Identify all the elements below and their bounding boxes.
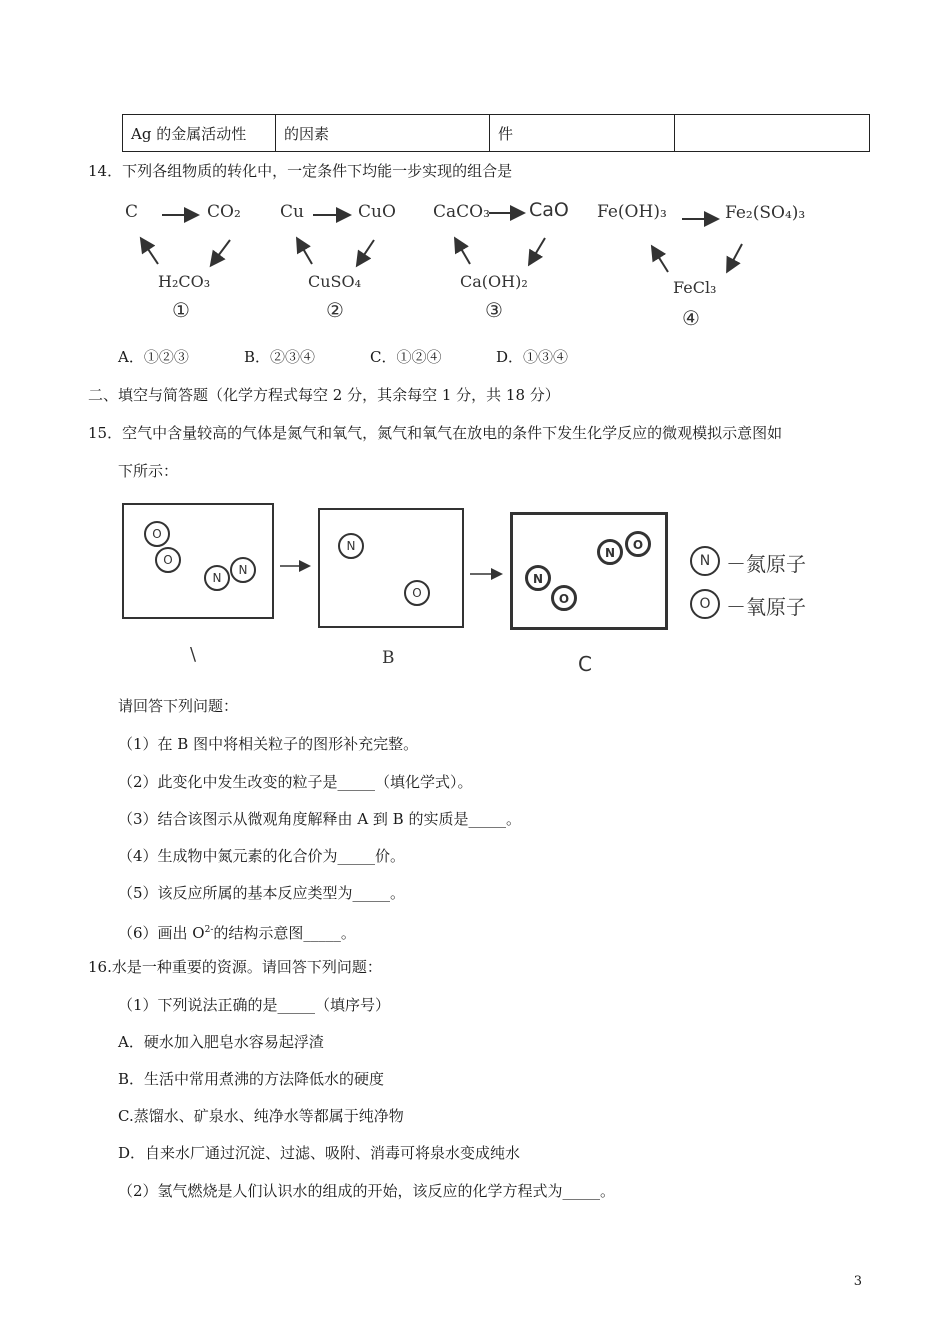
q14-arrows: [0, 0, 950, 340]
q15-item-2: （2）此变化中发生改变的粒子是_____（填化学式）。: [118, 773, 473, 791]
legend-oxygen-label: －氧原子: [726, 595, 806, 619]
nitrogen-atom: N: [204, 565, 230, 591]
q15-item-6: [118, 920, 356, 943]
q15-stem-line2: 下所示：: [118, 462, 179, 480]
oxygen-atom: O: [155, 547, 181, 573]
section-title: 二、填空与简答题（化学方程式每空 2 分，其余每空 1 分，共 18 分）: [88, 386, 560, 404]
oxygen-atom: O: [551, 585, 577, 611]
legend-nitrogen-label: －氮原子: [726, 552, 806, 576]
page-number: 3: [853, 1274, 862, 1289]
group2-top-right: CuO: [358, 202, 396, 222]
q14-option-c: C．①②④: [370, 348, 442, 366]
table-cell: Ag 的金属活动性: [123, 115, 276, 152]
q15-prompt: 请回答下列问题：: [118, 697, 239, 715]
q16-question-2: （2）氢气燃烧是人们认识水的组成的开始，该反应的化学方程式为_____。: [118, 1182, 616, 1200]
group3-top-left: CaCO₃: [433, 202, 490, 222]
q16-option-a: A．硬水加入肥皂水容易起浮渣: [118, 1033, 324, 1051]
group1-number: ①: [172, 298, 190, 322]
group3-top-right: CaO: [529, 199, 569, 221]
oxygen-atom: O: [625, 531, 651, 557]
q14-option-d: D．①③④: [496, 348, 569, 366]
q14-stem: 14．下列各组物质的转化中，一定条件下均能一步实现的组合是: [88, 162, 513, 180]
nitrogen-atom: N: [525, 565, 551, 591]
q15-item-6-post: 的结构示意图_____。: [213, 924, 356, 942]
q16-option-b: B．生活中常用煮沸的方法降低水的硬度: [118, 1070, 385, 1088]
table-cell: 的因素: [276, 115, 490, 152]
q15-item-6-pre: （6）画出 O: [118, 924, 205, 942]
label-b: B: [382, 648, 395, 668]
legend-oxygen-atom: O: [690, 589, 720, 619]
group2-top-left: Cu: [280, 202, 304, 222]
label-c: C: [578, 652, 592, 676]
q15-item-1: （1）在 B 图中将相关粒子的图形补充完整。: [118, 735, 419, 753]
q15-arrows: [0, 480, 950, 680]
nitrogen-atom: N: [597, 539, 623, 565]
group3-bottom: Ca(OH)₂: [460, 272, 528, 291]
q15-stem-line1: 15．空气中含量较高的气体是氮气和氧气，氮气和氧气在放电的条件下发生化学反应的微观模拟示意图如: [88, 424, 783, 442]
group4-top-left: Fe(OH)₃: [597, 202, 667, 222]
q15-item-5: （5）该反应所属的基本反应类型为_____。: [118, 884, 406, 902]
q16-stem: 16.水是一种重要的资源。请回答下列问题：: [88, 958, 382, 976]
label-a: \: [190, 644, 197, 665]
q15-item-6-sup: 2-: [204, 925, 214, 935]
group3-number: ③: [485, 298, 503, 322]
legend-nitrogen-atom: N: [690, 546, 720, 576]
q15-item-3: （3）结合该图示从微观角度解释由 A 到 B 的实质是_____。: [118, 810, 521, 828]
group2-number: ②: [326, 298, 344, 322]
oxygen-atom: O: [144, 521, 170, 547]
q14-option-a: A．①②③: [118, 348, 189, 366]
oxygen-atom: O: [404, 580, 430, 606]
q16-option-c: C.蒸馏水、矿泉水、纯净水等都属于纯净物: [118, 1107, 404, 1125]
group1-top-right: CO₂: [207, 202, 241, 222]
q14-option-b: B．②③④: [244, 348, 316, 366]
group4-number: ④: [682, 306, 700, 330]
group4-bottom: FeCl₃: [673, 278, 717, 297]
table-cell: 件: [490, 115, 675, 152]
group4-top-right: Fe₂(SO₄)₃: [725, 203, 806, 223]
nitrogen-atom: N: [338, 533, 364, 559]
q15-item-4: （4）生成物中氮元素的化合价为_____价。: [118, 847, 406, 865]
group2-bottom: CuSO₄: [308, 272, 362, 291]
q16-option-d: D．自来水厂通过沉淀、过滤、吸附、消毒可将泉水变成纯水: [118, 1144, 521, 1162]
nitrogen-atom: N: [230, 557, 256, 583]
q16-question-1: （1）下列说法正确的是_____（填序号）: [118, 996, 391, 1014]
group1-bottom: H₂CO₃: [158, 272, 211, 291]
group1-top-left: C: [125, 202, 139, 222]
